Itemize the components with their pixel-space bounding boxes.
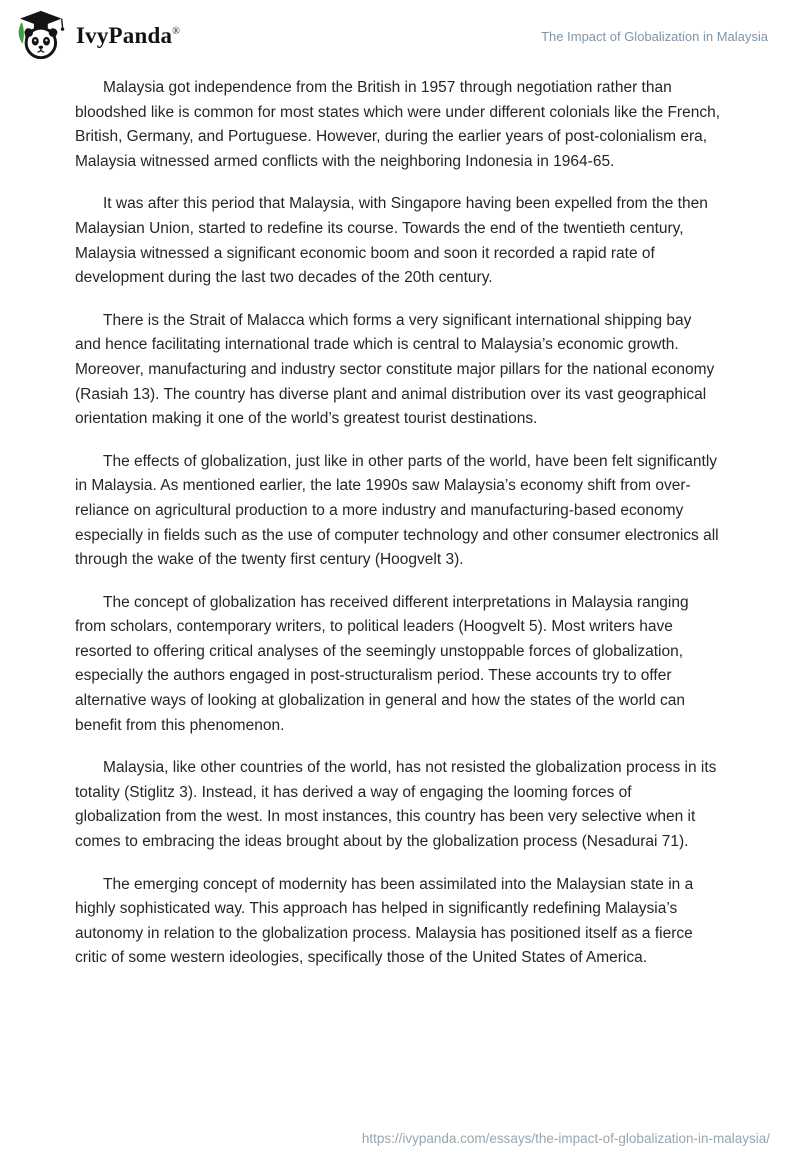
paragraph: The effects of globalization, just like in other parts of the world, have been felt significantly in Malaysia. As mentioned earlier, the late 1990s saw Malaysia’s economy shift from over-reliance on agricultural production to a more industry and manufacturing-based economy especially in fields such as the use of computer technology and other consumer electronics all through the wake of the twenty first century (Hoogvelt 3). [75, 452, 719, 569]
paragraph: It was after this period that Malaysia, with Singapore having been expelled from the then Malaysian Union, started to redefine its course. Towards the end of the twentieth century, Malaysia witnessed a significant economic boom and soon it recorded a rapid rate of development during the last two decades of the 20th century. [75, 195, 708, 287]
page-header [0, 0, 800, 64]
source-url-link[interactable]: https://ivypanda.com/essays/the-impact-of-globalization-in-malaysia/ [361, 1131, 770, 1146]
paragraph: Malaysia, like other countries of the world, has not resisted the globalization process in its totality (Stiglitz 3). Instead, it has derived a way of engaging the looming forces of globalization from the west. In most instances, this country has been very selective when it comes to embracing the ideas brought about by the globalization process (Nesadurai 71). [75, 759, 717, 851]
paragraph: There is the Strait of Malacca which forms a very significant international shipping bay and hence facilitating international trade which is central to Malaysia’s economic growth. Moreover, manufacturing and industry sector constitute major pillars for the national economy (Rasiah 13). The country has diverse plant and animal distribution over its vast geographical orientation making it one of the world’s greatest tourist destinations. [75, 311, 715, 428]
registered-mark: ® [172, 26, 180, 37]
ivypanda-panda-logo-icon [14, 9, 66, 63]
brand-name: IvyPanda® [76, 23, 180, 48]
brand [14, 9, 180, 63]
document-title: The Impact of Globalization in Malaysia [541, 28, 768, 44]
paragraph: Malaysia got independence from the British in 1957 through negotiation rather than bloodshed like is common for most states which were under different colonials like the French, British, Germany, and Portuguese. However, during the earlier years of post-colonialism era, Malaysia witnessed armed conflicts with the neighboring Indonesia in 1964-65. [75, 79, 720, 170]
paragraph: The emerging concept of modernity has been assimilated into the Malaysian state in a highly sophisticated way. This approach has helped in significantly redefining Malaysia’s autonomy in relation to the globalization process. Malaysia has positioned itself as a fierce critic of some western ideologies, specifically those of the United States of America. [75, 875, 694, 967]
essay-content [0, 64, 800, 971]
page-footer [362, 1130, 770, 1148]
paragraph: The concept of globalization has received different interpretations in Malaysia ranging from scholars, contemporary writers, to political leaders (Hoogvelt 5). Most writers have resorted to offering critical analyses of the seemingly unstoppable forces of globalization, especially the authors engaged in post-structuralism period. These accounts try to offer alternative ways of looking at globalization in general and how the states of the world can benefit from this phenomenon. [75, 593, 689, 734]
